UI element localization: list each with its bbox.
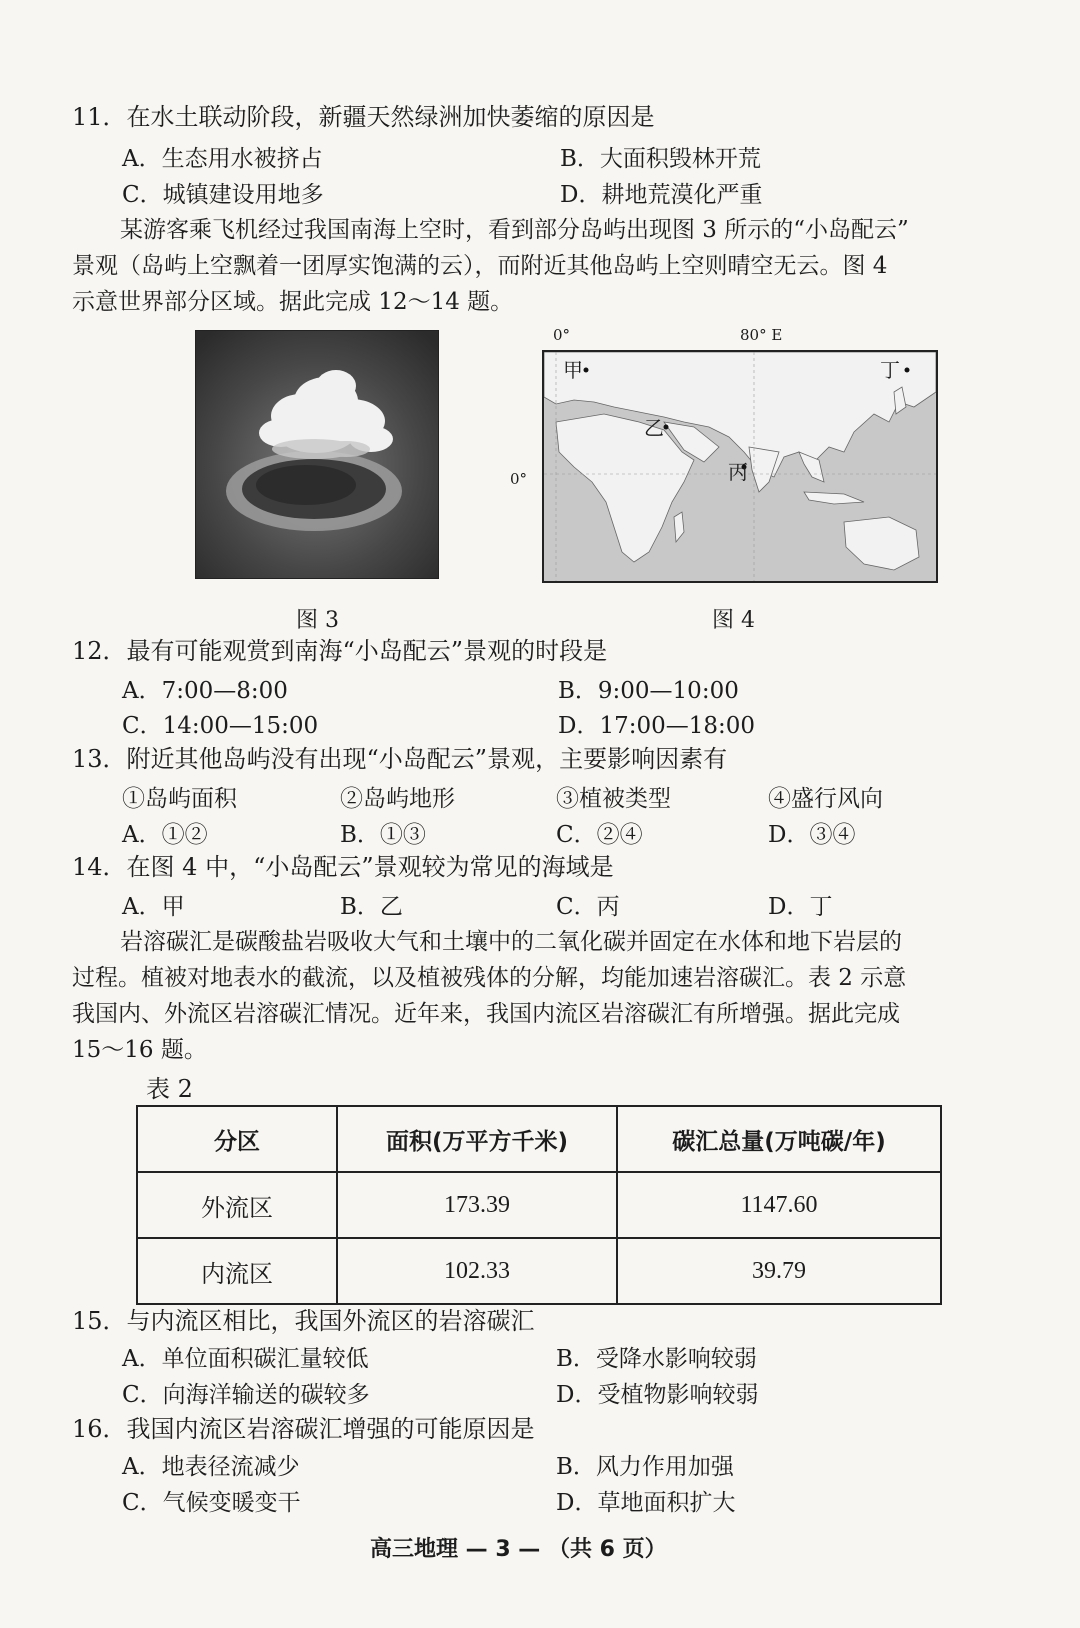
table2 <box>136 1105 942 1305</box>
q12-option-b: B．9:00—10:00 <box>558 678 739 704</box>
q16-stem: 16．我国内流区岩溶碳汇增强的可能原因是 <box>72 1415 535 1443</box>
q16-option-c: C．气候变暖变干 <box>122 1490 301 1516</box>
passage1-line1: 某游客乘飞机经过我国南海上空时，看到部分岛屿出现图 3 所示的“小岛配云” <box>120 217 909 243</box>
table-row <box>137 1172 941 1238</box>
header-region: 分区 <box>137 1106 337 1172</box>
q14-option-a: A．甲 <box>122 894 185 920</box>
passage2-line1: 岩溶碳汇是碳酸盐岩吸收大气和土壤中的二氧化碳并固定在水体和地下岩层的 <box>120 929 902 955</box>
q11-option-a: A．生态用水被挤占 <box>122 146 323 172</box>
q15-option-d: D．受植物影响较弱 <box>556 1382 759 1408</box>
cell-area: 173.39 <box>337 1172 617 1238</box>
q13-factor-2: ②岛屿地形 <box>340 786 455 812</box>
passage-karst-carbon-sink <box>72 924 1012 1068</box>
passage2-line2: 过程。植被对地表水的截流，以及植被残体的分解，均能加速岩溶碳汇。表 2 示意 <box>72 965 907 991</box>
passage1-line2: 景观（岛屿上空飘着一团厚实饱满的云），而附近其他岛屿上空则晴空无云。图 4 <box>72 253 888 279</box>
map-label-bing: 丙 <box>728 460 748 484</box>
cell-area: 102.33 <box>337 1238 617 1304</box>
map-label-ding: 丁 <box>880 358 900 382</box>
q16-option-a: A．地表径流减少 <box>122 1454 300 1480</box>
map-lon-0-label: 0° <box>553 326 571 344</box>
map-label-yi: 乙 <box>644 416 664 440</box>
page-footer: 高三地理 — 3 — （共 6 页） <box>370 1537 667 1562</box>
q14-option-d: D．丁 <box>768 894 833 920</box>
q16-option-d: D．草地面积扩大 <box>556 1490 736 1516</box>
cell-carbon-sink: 39.79 <box>617 1238 941 1304</box>
point-jia-marker <box>584 368 589 373</box>
q13-option-d: D．③④ <box>768 822 856 848</box>
point-yi-marker <box>664 425 669 430</box>
figure4-caption: 图 4 <box>712 608 755 633</box>
table-row <box>137 1238 941 1304</box>
point-ding-marker <box>905 368 910 373</box>
header-area: 面积(万平方千米) <box>337 1106 617 1172</box>
q11-stem: 11．在水土联动阶段，新疆天然绿洲加快萎缩的原因是 <box>72 103 655 131</box>
header-carbon-sink-total: 碳汇总量(万吨碳/年) <box>617 1106 941 1172</box>
q12-option-a: A．7:00—8:00 <box>122 678 288 704</box>
q13-option-b: B．①③ <box>340 822 426 848</box>
q11-option-d: D．耕地荒漠化严重 <box>560 182 763 208</box>
q13-factor-3: ③植被类型 <box>556 786 671 812</box>
q13-option-c: C．②④ <box>556 822 643 848</box>
q14-stem: 14．在图 4 中，“小岛配云”景观较为常见的海域是 <box>72 853 614 881</box>
table-header-row <box>137 1106 941 1172</box>
q12-option-c: C．14:00—15:00 <box>122 713 319 739</box>
q13-option-a: A．①② <box>122 822 208 848</box>
q15-option-a: A．单位面积碳汇量较低 <box>122 1346 369 1372</box>
q11-option-b: B．大面积毁林开荒 <box>560 146 761 172</box>
map-lon-80e-label: 80° E <box>740 326 783 344</box>
cell-region: 外流区 <box>137 1172 337 1238</box>
passage1-line3: 示意世界部分区域。据此完成 12～14 题。 <box>72 289 514 315</box>
q15-stem: 15．与内流区相比，我国外流区的岩溶碳汇 <box>72 1307 535 1335</box>
map-lat-0-label: 0° <box>510 470 528 488</box>
island-cloud-illustration <box>196 331 438 578</box>
figure3-island-cloud-photo <box>195 330 439 579</box>
q13-stem: 13．附近其他岛屿没有出现“小岛配云”景观，主要影响因素有 <box>72 745 728 773</box>
passage2-line3: 我国内、外流区岩溶碳汇情况。近年来，我国内流区岩溶碳汇有所增强。据此完成 <box>72 1001 900 1027</box>
q14-option-c: C．丙 <box>556 894 620 920</box>
q13-factor-1: ①岛屿面积 <box>122 786 237 812</box>
passage-island-cloud <box>72 212 1012 320</box>
table2-title: 表 2 <box>146 1075 193 1103</box>
q12-option-d: D．17:00—18:00 <box>558 713 756 739</box>
q11-option-c: C．城镇建设用地多 <box>122 182 324 208</box>
q15-option-c: C．向海洋输送的碳较多 <box>122 1382 370 1408</box>
cell-carbon-sink: 1147.60 <box>617 1172 941 1238</box>
map-label-jia: 甲 <box>563 358 583 382</box>
passage2-line4: 15～16 题。 <box>72 1037 207 1063</box>
q14-option-b: B．乙 <box>340 894 403 920</box>
q13-factor-4: ④盛行风向 <box>768 786 883 812</box>
q15-option-b: B．受降水影响较弱 <box>556 1346 757 1372</box>
q12-stem: 12．最有可能观赏到南海“小岛配云”景观的时段是 <box>72 637 608 665</box>
cell-region: 内流区 <box>137 1238 337 1304</box>
q16-option-b: B．风力作用加强 <box>556 1454 734 1480</box>
figure3-caption: 图 3 <box>296 608 339 633</box>
